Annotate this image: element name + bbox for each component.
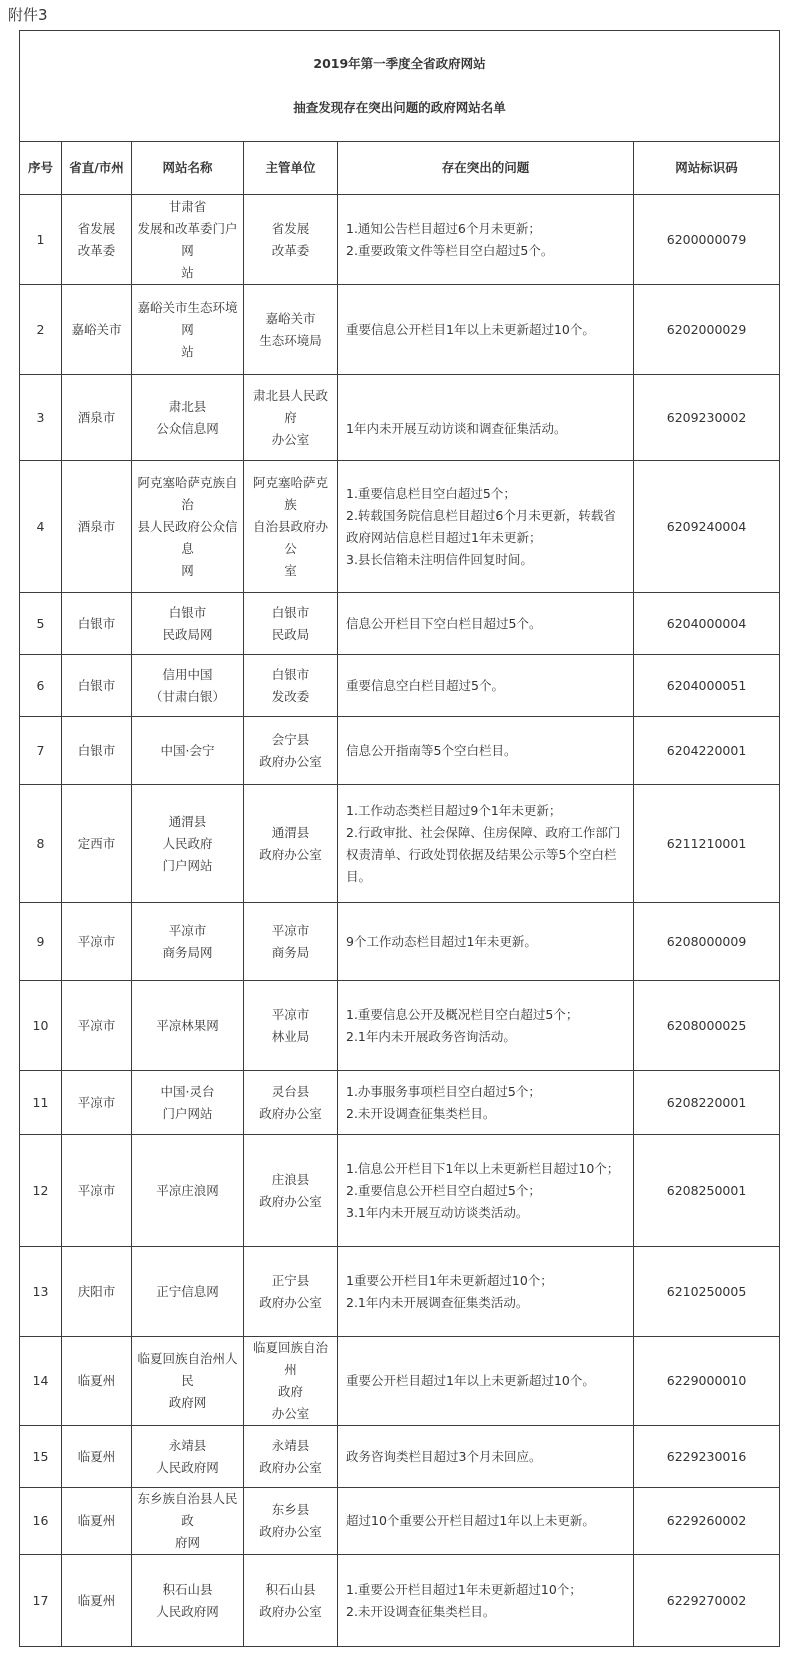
table-row: [20, 981, 780, 1071]
cell-index: 12: [20, 1135, 62, 1247]
cell-unit: 白银市 发改委: [244, 655, 338, 717]
cell-region: 平凉市: [62, 1071, 132, 1135]
cell-code: 6208000025: [634, 981, 780, 1071]
table-title-row: [20, 31, 780, 142]
header-issue: 存在突出的问题: [338, 142, 634, 195]
cell-code: 6210250005: [634, 1247, 780, 1337]
cell-region: 平凉市: [62, 903, 132, 981]
cell-site-name: 嘉峪关市生态环境网 站: [132, 285, 244, 375]
cell-unit: 积石山县 政府办公室: [244, 1555, 338, 1647]
table-row: [20, 195, 780, 285]
cell-unit: 肃北县人民政府 办公室: [244, 375, 338, 461]
attachment-label: 附件3: [8, 6, 48, 24]
cell-region: 临夏州: [62, 1488, 132, 1555]
cell-issue: 重要公开栏目超过1年以上未更新超过10个。: [338, 1337, 634, 1426]
cell-region: 临夏州: [62, 1426, 132, 1488]
cell-issue: 1重要公开栏目1年未更新超过10个； 2.1年内未开展调查征集类活动。: [338, 1247, 634, 1337]
table-row: [20, 1135, 780, 1247]
cell-unit: 省发展 改革委: [244, 195, 338, 285]
cell-index: 7: [20, 717, 62, 785]
cell-unit: 永靖县 政府办公室: [244, 1426, 338, 1488]
table-row: [20, 1555, 780, 1647]
cell-index: 17: [20, 1555, 62, 1647]
website-issue-table: [19, 30, 780, 1647]
cell-issue: 信息公开栏目下空白栏目超过5个。: [338, 593, 634, 655]
cell-index: 3: [20, 375, 62, 461]
cell-region: 庆阳市: [62, 1247, 132, 1337]
cell-code: 6208250001: [634, 1135, 780, 1247]
cell-region: 白银市: [62, 655, 132, 717]
table-row: [20, 903, 780, 981]
cell-site-name: 信用中国 （甘肃白银）: [132, 655, 244, 717]
cell-region: 平凉市: [62, 981, 132, 1071]
cell-region: 省发展 改革委: [62, 195, 132, 285]
cell-region: 白银市: [62, 593, 132, 655]
cell-code: 6229260002: [634, 1488, 780, 1555]
cell-site-name: 肃北县 公众信息网: [132, 375, 244, 461]
header-index: 序号: [20, 142, 62, 195]
cell-issue: 1.工作动态类栏目超过9个1年未更新； 2.行政审批、社会保障、住房保障、政府工作部门权责清单、行政处罚依据及结果公示等5个空白栏目。: [338, 785, 634, 903]
cell-code: 6208220001: [634, 1071, 780, 1135]
cell-site-name: 平凉林果网: [132, 981, 244, 1071]
cell-issue: 政务咨询类栏目超过3个月未回应。: [338, 1426, 634, 1488]
cell-unit: 白银市 民政局: [244, 593, 338, 655]
table-row: [20, 1071, 780, 1135]
cell-index: 16: [20, 1488, 62, 1555]
cell-unit: 嘉峪关市 生态环境局: [244, 285, 338, 375]
header-unit: 主管单位: [244, 142, 338, 195]
table-row: [20, 655, 780, 717]
cell-region: 临夏州: [62, 1555, 132, 1647]
table-title-line2: 抽查发现存在突出问题的政府网站名单: [293, 100, 506, 115]
cell-index: 13: [20, 1247, 62, 1337]
cell-code: 6208000009: [634, 903, 780, 981]
cell-site-name: 中国·会宁: [132, 717, 244, 785]
cell-code: 6202000029: [634, 285, 780, 375]
header-code: 网站标识码: [634, 142, 780, 195]
cell-site-name: 中国·灵台 门户网站: [132, 1071, 244, 1135]
cell-unit: 平凉市 商务局: [244, 903, 338, 981]
cell-site-name: 临夏回族自治州人民 政府网: [132, 1337, 244, 1426]
cell-issue: 1.通知公告栏目超过6个月未更新； 2.重要政策文件等栏目空白超过5个。: [338, 195, 634, 285]
cell-code: 6211210001: [634, 785, 780, 903]
cell-issue: 1年内未开展互动访谈和调查征集活动。: [338, 375, 634, 461]
cell-site-name: 甘肃省 发展和改革委门户网 站: [132, 195, 244, 285]
cell-index: 6: [20, 655, 62, 717]
table-row: [20, 785, 780, 903]
cell-site-name: 永靖县 人民政府网: [132, 1426, 244, 1488]
cell-issue: 9个工作动态栏目超过1年未更新。: [338, 903, 634, 981]
header-region: 省直/市州: [62, 142, 132, 195]
cell-site-name: 平凉市 商务局网: [132, 903, 244, 981]
table-row: [20, 1426, 780, 1488]
cell-issue: 1.重要信息栏目空白超过5个； 2.转载国务院信息栏目超过6个月未更新，转载省政府网站信息栏目超过1年未更新； 3.县长信箱未注明信件回复时间。: [338, 461, 634, 593]
table-row: [20, 1337, 780, 1426]
table-row: [20, 285, 780, 375]
cell-issue: 1.重要公开栏目超过1年未更新超过10个； 2.未开设调查征集类栏目。: [338, 1555, 634, 1647]
table-header-row: [20, 142, 780, 195]
cell-index: 14: [20, 1337, 62, 1426]
table-row: [20, 1488, 780, 1555]
cell-code: 6204220001: [634, 717, 780, 785]
cell-index: 9: [20, 903, 62, 981]
cell-issue: 1.重要信息公开及概况栏目空白超过5个； 2.1年内未开展政务咨询活动。: [338, 981, 634, 1071]
cell-code: 6209240004: [634, 461, 780, 593]
cell-unit: 阿克塞哈萨克族 自治县政府办公 室: [244, 461, 338, 593]
cell-site-name: 阿克塞哈萨克族自治 县人民政府公众信息 网: [132, 461, 244, 593]
cell-site-name: 平凉庄浪网: [132, 1135, 244, 1247]
cell-site-name: 东乡族自治县人民政 府网: [132, 1488, 244, 1555]
cell-index: 8: [20, 785, 62, 903]
cell-index: 1: [20, 195, 62, 285]
table-row: [20, 375, 780, 461]
cell-region: 白银市: [62, 717, 132, 785]
cell-site-name: 积石山县 人民政府网: [132, 1555, 244, 1647]
cell-index: 4: [20, 461, 62, 593]
cell-region: 临夏州: [62, 1337, 132, 1426]
cell-issue: 重要信息公开栏目1年以上未更新超过10个。: [338, 285, 634, 375]
table-title-line1: 2019年第一季度全省政府网站: [313, 56, 486, 71]
cell-code: 6200000079: [634, 195, 780, 285]
cell-issue: 1.办事服务事项栏目空白超过5个； 2.未开设调查征集类栏目。: [338, 1071, 634, 1135]
cell-unit: 临夏回族自治州 政府 办公室: [244, 1337, 338, 1426]
header-site-name: 网站名称: [132, 142, 244, 195]
cell-region: 平凉市: [62, 1135, 132, 1247]
cell-index: 10: [20, 981, 62, 1071]
cell-index: 2: [20, 285, 62, 375]
cell-code: 6229000010: [634, 1337, 780, 1426]
cell-region: 嘉峪关市: [62, 285, 132, 375]
cell-issue: 重要信息空白栏目超过5个。: [338, 655, 634, 717]
cell-code: 6204000004: [634, 593, 780, 655]
cell-unit: 庄浪县 政府办公室: [244, 1135, 338, 1247]
cell-unit: 灵台县 政府办公室: [244, 1071, 338, 1135]
cell-region: 酒泉市: [62, 375, 132, 461]
cell-code: 6229230016: [634, 1426, 780, 1488]
cell-site-name: 正宁信息网: [132, 1247, 244, 1337]
cell-unit: 东乡县 政府办公室: [244, 1488, 338, 1555]
table-title: [20, 31, 780, 142]
cell-site-name: 白银市 民政局网: [132, 593, 244, 655]
table-row: [20, 1247, 780, 1337]
table-row: [20, 593, 780, 655]
cell-region: 定西市: [62, 785, 132, 903]
cell-code: 6204000051: [634, 655, 780, 717]
cell-unit: 平凉市 林业局: [244, 981, 338, 1071]
cell-region: 酒泉市: [62, 461, 132, 593]
cell-index: 5: [20, 593, 62, 655]
cell-issue: 1.信息公开栏目下1年以上未更新栏目超过10个； 2.重要信息公开栏目空白超过5个； 3.1年内未开展互动访谈类活动。: [338, 1135, 634, 1247]
cell-code: 6229270002: [634, 1555, 780, 1647]
cell-index: 15: [20, 1426, 62, 1488]
cell-code: 6209230002: [634, 375, 780, 461]
table-row: [20, 461, 780, 593]
cell-issue: 信息公开指南等5个空白栏目。: [338, 717, 634, 785]
cell-index: 11: [20, 1071, 62, 1135]
table-row: [20, 717, 780, 785]
cell-unit: 通渭县 政府办公室: [244, 785, 338, 903]
cell-issue: 超过10个重要公开栏目超过1年以上未更新。: [338, 1488, 634, 1555]
cell-unit: 正宁县 政府办公室: [244, 1247, 338, 1337]
cell-unit: 会宁县 政府办公室: [244, 717, 338, 785]
cell-site-name: 通渭县 人民政府 门户网站: [132, 785, 244, 903]
